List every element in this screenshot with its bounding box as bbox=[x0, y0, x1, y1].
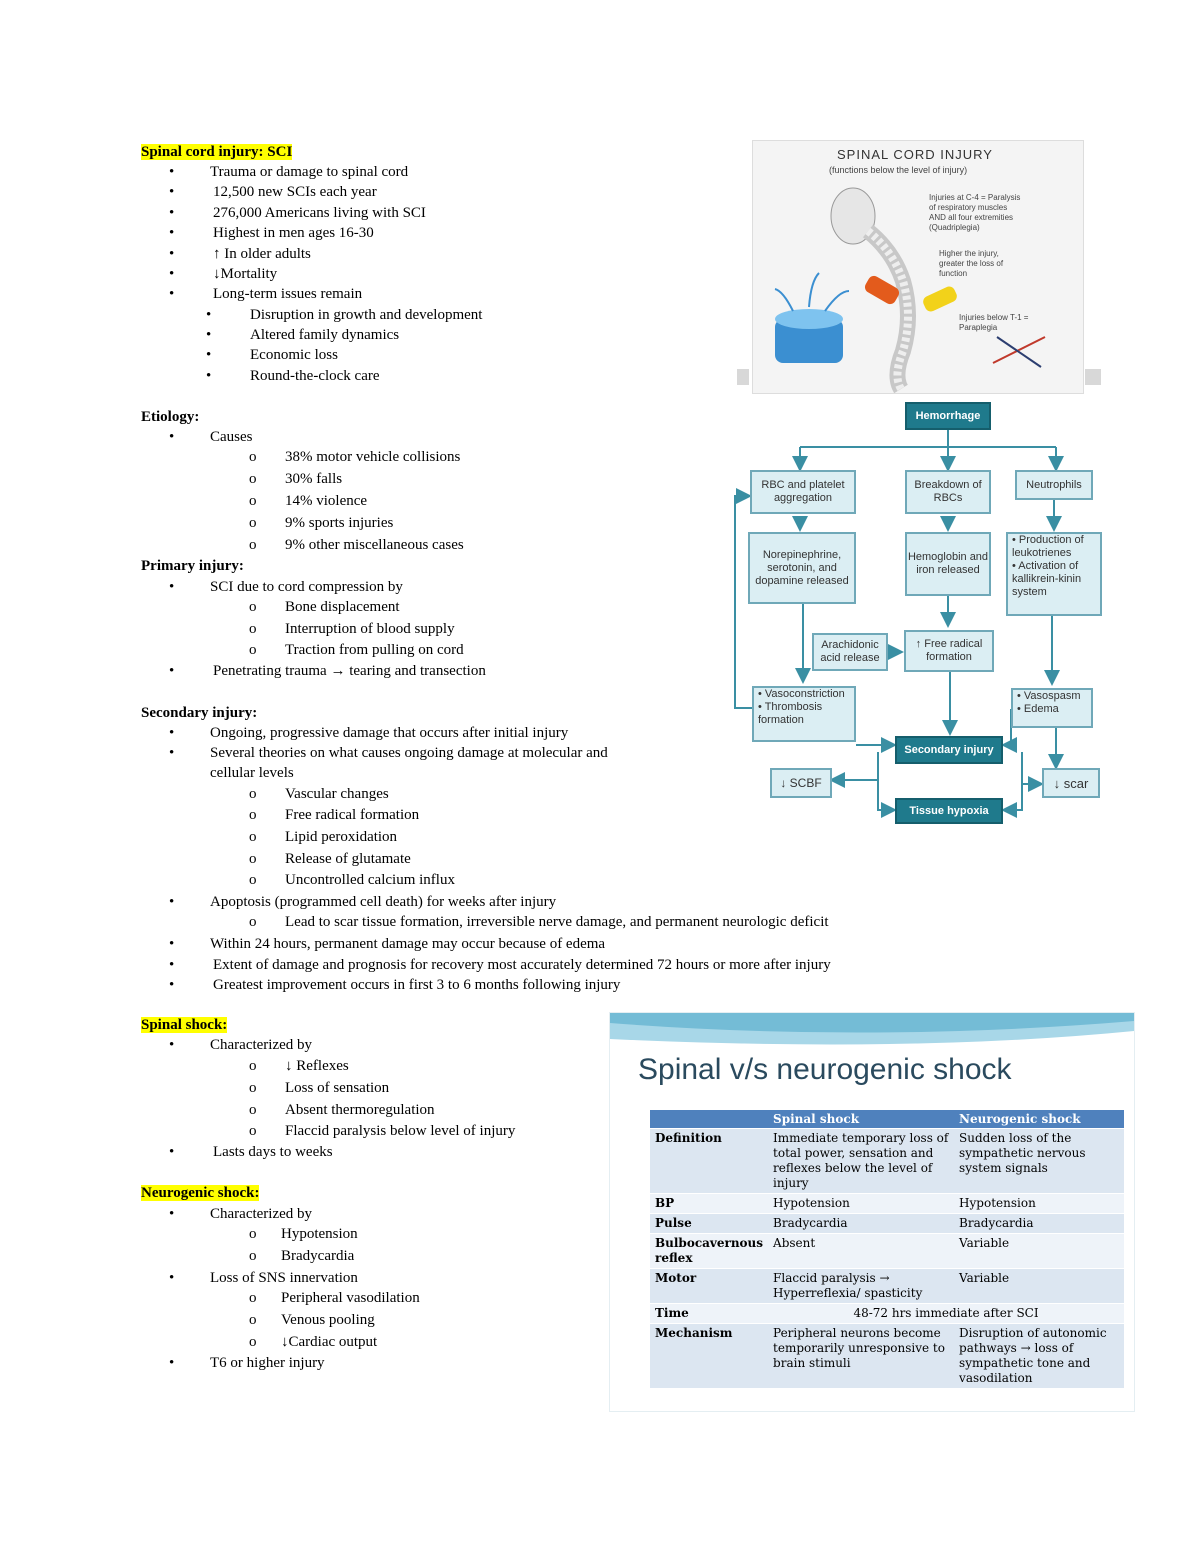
flow-node-secondary-injury: Secondary injury bbox=[895, 736, 1003, 764]
list-subitem: Interruption of blood supply bbox=[285, 621, 455, 637]
bullet-o: o bbox=[249, 1290, 257, 1306]
flow-node-line: • Vasospasm bbox=[1017, 690, 1081, 702]
bullet: • bbox=[169, 205, 175, 221]
list-item: Greatest improvement occurs in first 3 to 6 months following injury bbox=[213, 977, 621, 993]
bullet-o: o bbox=[249, 449, 257, 465]
flow-node-line: • Thrombosis formation bbox=[758, 701, 823, 726]
flow-node-arachidonic: Arachidonic acid release bbox=[812, 633, 888, 671]
table-cell: Flaccid paralysis → Hyperreflexia/ spasticity bbox=[768, 1269, 954, 1304]
flow-node-scar: ↓ scar bbox=[1042, 768, 1100, 798]
list-subitem: Lead to scar tissue formation, irreversible nerve damage, and permanent neurologic deficit bbox=[285, 914, 829, 930]
list-item: Characterized by bbox=[210, 1206, 313, 1222]
table-row bbox=[650, 1194, 1124, 1214]
flow-node-hemoglobin: Hemoglobin and iron released bbox=[905, 532, 991, 596]
flow-node-leukotrienes bbox=[1006, 532, 1102, 616]
list-item: 12,500 new SCIs each year bbox=[213, 184, 377, 200]
bullet-o: o bbox=[249, 1248, 257, 1264]
list-subitem: 9% sports injuries bbox=[285, 515, 394, 531]
illustration-subtitle: (functions below the level of injury) bbox=[829, 165, 968, 175]
list-subitem: Traction from pulling on cord bbox=[285, 642, 464, 658]
bullet: • bbox=[169, 1206, 175, 1222]
bullet: • bbox=[169, 266, 175, 282]
bullet: • bbox=[169, 579, 175, 595]
list-item: Trauma or damage to spinal cord bbox=[210, 164, 409, 180]
list-subitem: Round-the-clock care bbox=[250, 368, 380, 384]
table-cell: Time bbox=[650, 1304, 768, 1324]
spinal-cord-injury-illustration bbox=[752, 140, 1084, 394]
bullet-o: o bbox=[249, 1058, 257, 1074]
flow-node-neutrophils: Neutrophils bbox=[1015, 470, 1093, 500]
list-item: Several theories on what causes ongoing damage at molecular and bbox=[210, 745, 608, 761]
table-cell: Bradycardia bbox=[954, 1214, 1124, 1234]
bullet: • bbox=[169, 164, 175, 180]
bullet: • bbox=[169, 894, 175, 910]
bullet: • bbox=[169, 1037, 175, 1053]
list-subitem: Peripheral vasodilation bbox=[281, 1290, 420, 1306]
list-subitem: 14% violence bbox=[285, 493, 368, 509]
list-item: T6 or higher injury bbox=[210, 1355, 325, 1371]
table-cell: Sudden loss of the sympathetic nervous system signals bbox=[954, 1129, 1124, 1194]
primary-heading: Primary injury: bbox=[141, 558, 244, 574]
table-header: Spinal shock bbox=[768, 1110, 954, 1129]
bullet: • bbox=[169, 429, 175, 445]
table-row bbox=[650, 1269, 1124, 1304]
nav-arrow-right bbox=[1085, 369, 1101, 385]
slide-title: Spinal v/s neurogenic shock bbox=[638, 1053, 1012, 1086]
table-row bbox=[650, 1304, 1124, 1324]
list-item: Highest in men ages 16-30 bbox=[213, 225, 374, 241]
table-cell: 48-72 hrs immediate after SCI bbox=[768, 1304, 1124, 1324]
list-item: Long-term issues remain bbox=[213, 286, 363, 302]
bullet-o: o bbox=[249, 537, 257, 553]
bullet: • bbox=[169, 936, 175, 952]
list-subitem: Bone displacement bbox=[285, 599, 400, 615]
bullet: • bbox=[169, 725, 175, 741]
list-item: Lasts days to weeks bbox=[213, 1144, 333, 1160]
bullet-o: o bbox=[249, 471, 257, 487]
bullet: • bbox=[169, 286, 175, 302]
illustration-note: Injuries at C-4 = Paralysis of respiratory muscles AND all four extremities (Quadriplegia) bbox=[929, 193, 1021, 232]
list-item: Causes bbox=[210, 429, 253, 445]
bullet: • bbox=[169, 745, 175, 761]
bullet-o: o bbox=[249, 493, 257, 509]
bullet: • bbox=[206, 368, 212, 384]
table-cell: Absent bbox=[768, 1234, 954, 1269]
bullet: • bbox=[169, 1144, 175, 1160]
list-subitem: Uncontrolled calcium influx bbox=[285, 872, 455, 888]
list-subitem: Release of glutamate bbox=[285, 851, 411, 867]
list-item: Within 24 hours, permanent damage may occur because of edema bbox=[210, 936, 606, 952]
flow-node-free-radical: ↑ Free radical formation bbox=[904, 630, 994, 672]
list-subitem: Bradycardia bbox=[281, 1248, 355, 1264]
bullet-o: o bbox=[249, 642, 257, 658]
table-cell: Hypotension bbox=[954, 1194, 1124, 1214]
bullet-o: o bbox=[249, 851, 257, 867]
list-subitem: Vascular changes bbox=[285, 786, 389, 802]
list-item: SCI due to cord compression by bbox=[210, 579, 403, 595]
flow-node-vasoconstriction bbox=[752, 686, 856, 742]
table-header bbox=[650, 1110, 768, 1129]
flow-node-line: • Activation of kallikrein-kinin system bbox=[1012, 560, 1082, 598]
flow-node-line: • Production of leukotrienes bbox=[1012, 534, 1084, 559]
list-item: Penetrating trauma → tearing and transection bbox=[213, 663, 486, 679]
flow-node-norepinephrine: Norepinephrine, serotonin, and dopamine released bbox=[748, 532, 856, 604]
flow-node-rbc: RBC and platelet aggregation bbox=[750, 470, 856, 514]
list-subitem: Flaccid paralysis below level of injury bbox=[285, 1123, 516, 1139]
etiology-heading: Etiology: bbox=[141, 409, 200, 425]
bullet-o: o bbox=[249, 621, 257, 637]
list-subitem: Altered family dynamics bbox=[250, 327, 400, 343]
bullet-o: o bbox=[249, 599, 257, 615]
bullet: • bbox=[169, 184, 175, 200]
list-item: Apoptosis (programmed cell death) for weeks after injury bbox=[210, 894, 557, 910]
nav-arrow-left bbox=[737, 369, 749, 385]
table-cell: Definition bbox=[650, 1129, 768, 1194]
bullet-o: o bbox=[249, 1080, 257, 1096]
table-row bbox=[650, 1129, 1124, 1194]
bullet: • bbox=[169, 957, 175, 973]
flow-node-line: • Edema bbox=[1017, 703, 1059, 715]
list-item: ↑ In older adults bbox=[213, 246, 311, 262]
table-cell: Disruption of autonomic pathways → loss of sympathetic tone and vasodilation bbox=[954, 1324, 1124, 1389]
table-cell: Mechanism bbox=[650, 1324, 768, 1389]
bullet-o: o bbox=[249, 914, 257, 930]
list-subitem: Disruption in growth and development bbox=[250, 307, 483, 323]
bullet-o: o bbox=[249, 1123, 257, 1139]
table-cell: Hypotension bbox=[768, 1194, 954, 1214]
list-subitem: ↓ Reflexes bbox=[285, 1058, 349, 1074]
table-header-row bbox=[650, 1110, 1124, 1129]
flow-node-breakdown: Breakdown of RBCs bbox=[905, 470, 991, 514]
bullet-o: o bbox=[249, 829, 257, 845]
list-subitem: Venous pooling bbox=[281, 1312, 375, 1328]
list-item: Ongoing, progressive damage that occurs after initial injury bbox=[210, 725, 569, 741]
bullet-o: o bbox=[249, 1312, 257, 1328]
shock-table bbox=[650, 1110, 1124, 1388]
sci-heading: Spinal cord injury: SCI bbox=[141, 144, 293, 160]
bullet-o: o bbox=[249, 807, 257, 823]
bullet-o: o bbox=[249, 1226, 257, 1242]
list-subitem: Free radical formation bbox=[285, 807, 420, 823]
list-item-cont: cellular levels bbox=[210, 765, 294, 781]
list-subitem: 38% motor vehicle collisions bbox=[285, 449, 461, 465]
list-item: ↓Mortality bbox=[213, 266, 278, 282]
list-subitem: Lipid peroxidation bbox=[285, 829, 398, 845]
bullet: • bbox=[169, 246, 175, 262]
table-header: Neurogenic shock bbox=[954, 1110, 1124, 1129]
bullet: • bbox=[169, 225, 175, 241]
bullet: • bbox=[169, 1355, 175, 1371]
neurogenic-shock-heading: Neurogenic shock: bbox=[141, 1185, 260, 1201]
list-subitem: Absent thermoregulation bbox=[285, 1102, 435, 1118]
list-subitem: Hypotension bbox=[281, 1226, 358, 1242]
list-subitem: 9% other miscellaneous cases bbox=[285, 537, 464, 553]
spinal-shock-heading: Spinal shock: bbox=[141, 1017, 228, 1033]
list-subitem: 30% falls bbox=[285, 471, 343, 487]
slide-header-wave bbox=[610, 1013, 1134, 1053]
bullet-o: o bbox=[249, 1102, 257, 1118]
bullet: • bbox=[169, 1270, 175, 1286]
flow-node-vasospasm bbox=[1011, 688, 1093, 728]
list-item: Extent of damage and prognosis for recovery most accurately determined 72 hours or more after injury bbox=[213, 957, 831, 973]
secondary-heading: Secondary injury: bbox=[141, 705, 258, 721]
list-item: Characterized by bbox=[210, 1037, 313, 1053]
flow-node-hemorrhage: Hemorrhage bbox=[905, 402, 991, 430]
bullet: • bbox=[206, 307, 212, 323]
flow-node-scbf: ↓ SCBF bbox=[770, 768, 832, 798]
flow-node-line: • Vasoconstriction bbox=[758, 688, 845, 700]
table-row bbox=[650, 1234, 1124, 1269]
table-cell: Immediate temporary loss of total power, sensation and reflexes below the level of injury bbox=[768, 1129, 954, 1194]
table-cell: Variable bbox=[954, 1234, 1124, 1269]
list-item: Loss of SNS innervation bbox=[210, 1270, 358, 1286]
bullet-o: o bbox=[249, 1334, 257, 1350]
bullet-o: o bbox=[249, 786, 257, 802]
list-subitem: ↓Cardiac output bbox=[281, 1334, 378, 1350]
illustration-note: Injuries below T-1 = Paraplegia bbox=[959, 313, 1029, 332]
table-cell: Peripheral neurons become temporarily unresponsive to brain stimuli bbox=[768, 1324, 954, 1389]
table-cell: Pulse bbox=[650, 1214, 768, 1234]
illustration-title: SPINAL CORD INJURY bbox=[837, 147, 993, 162]
table-row bbox=[650, 1324, 1124, 1389]
bullet: • bbox=[169, 663, 175, 679]
table-cell: Bradycardia bbox=[768, 1214, 954, 1234]
table-cell: Motor bbox=[650, 1269, 768, 1304]
spine-drawing bbox=[753, 141, 1083, 393]
bullet-o: o bbox=[249, 872, 257, 888]
table-cell: Variable bbox=[954, 1269, 1124, 1304]
bullet: • bbox=[206, 327, 212, 343]
flow-node-tissue-hypoxia: Tissue hypoxia bbox=[895, 798, 1003, 824]
bullet: • bbox=[206, 347, 212, 363]
shock-comparison-slide bbox=[609, 1012, 1135, 1412]
table-row bbox=[650, 1214, 1124, 1234]
list-subitem: Economic loss bbox=[250, 347, 338, 363]
table-cell: Bulbocavernous reflex bbox=[650, 1234, 768, 1269]
table-cell: BP bbox=[650, 1194, 768, 1214]
bullet-o: o bbox=[249, 515, 257, 531]
bullet: • bbox=[169, 977, 175, 993]
list-item: 276,000 Americans living with SCI bbox=[213, 205, 426, 221]
illustration-note: Higher the injury, greater the loss of function bbox=[939, 249, 1004, 278]
list-subitem: Loss of sensation bbox=[285, 1080, 390, 1096]
